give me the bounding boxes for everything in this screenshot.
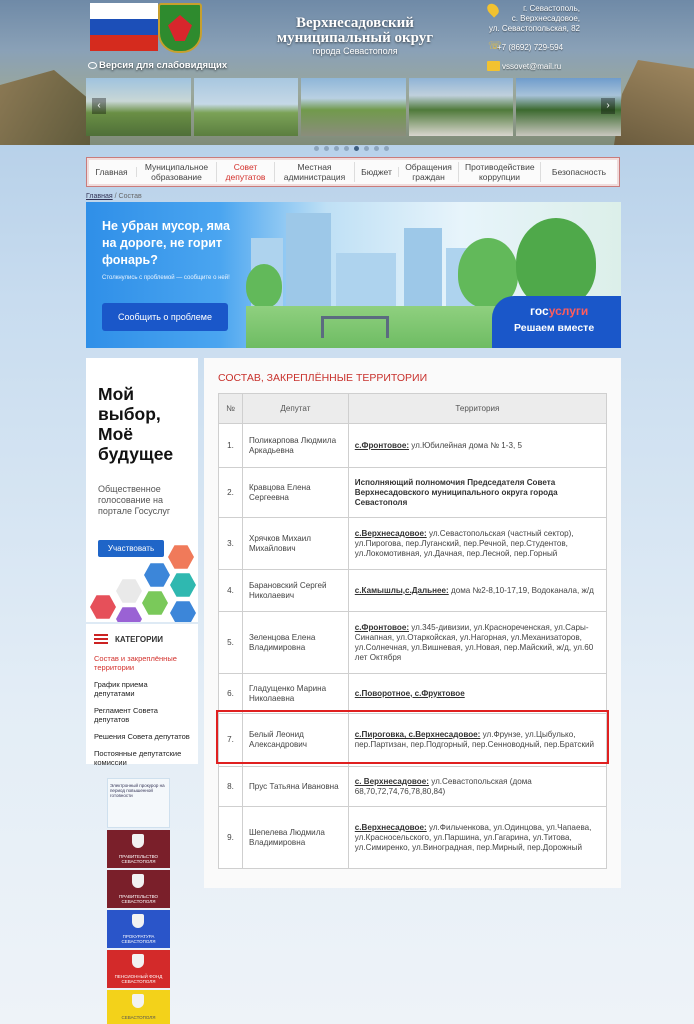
row-number: 6. [219, 674, 243, 714]
deputy-name: Барановский Сергей Николаевич [242, 570, 348, 612]
territory-location-link[interactable]: с.Фронтовое: [354, 440, 410, 450]
email-link[interactable]: vssovet@mail.ru [502, 62, 562, 71]
emblem-icon [132, 914, 144, 928]
row-number: 8. [219, 767, 243, 807]
column-header-deputy: Депутат [242, 394, 348, 424]
breadcrumb-current: Состав [118, 193, 142, 200]
territory-cell [348, 767, 606, 807]
phone-number[interactable]: +7 (8692) 729-594 [497, 43, 564, 52]
vote-title-line: Мой [98, 384, 135, 404]
territory-text: ул.Севастопольская (дома 68,70,72,74,76,78,80,84) [354, 776, 532, 796]
row-number: 2. [219, 468, 243, 518]
gosuslugi-logo [530, 304, 588, 318]
gosuslugi-logo-part2: услуги [548, 304, 589, 318]
breadcrumb-separator: / [114, 193, 117, 200]
site-title-line1: Верхнесадовский [296, 15, 414, 31]
eye-icon [88, 62, 97, 69]
mail-icon [487, 61, 500, 71]
territory-text: ул.345-дивизии, ул.Краснореченская, ул.Сары-Синапная, ул.Отаркойская, ул.Нагорная, ул.Механизаторов, ул.Солнечная, ул.Вишневая, ул.Новая, пер.Майский, ж/д, ул.60 лет Октября [354, 622, 594, 662]
category-item-schedule[interactable]: График приема депутатами [94, 680, 148, 698]
deputy-name: Хрячков Михаил Михайлович [242, 518, 348, 570]
site-header [0, 0, 694, 145]
hex-icon [116, 606, 142, 622]
table-row [219, 674, 607, 714]
territory-location-link[interactable]: с.Верхнесадовое: [354, 528, 427, 538]
slider-dot[interactable] [344, 146, 349, 151]
photo-slider [86, 78, 621, 136]
side-banner-pension-fund[interactable] [107, 950, 170, 988]
page-title: СОСТАВ, ЗАКРЕПЛЁННЫЕ ТЕРРИТОРИИ [218, 372, 428, 384]
hex-icon [142, 590, 168, 616]
table-header-row [219, 394, 607, 424]
vote-title [98, 384, 198, 464]
side-banner-yellow[interactable] [107, 990, 170, 1024]
vote-subtitle: Общественное голосование на портале Госуслуг [98, 484, 171, 516]
territory-cell [348, 424, 606, 468]
row-number: 4. [219, 570, 243, 612]
side-banner-label: ПРОКУРАТУРА СЕВАСТОПОЛЯ [121, 934, 156, 944]
report-problem-button[interactable]: Сообщить о проблеме [102, 303, 228, 331]
breadcrumb [86, 193, 142, 200]
slider-next-button[interactable]: › [601, 98, 615, 114]
participate-button[interactable]: Участвовать [98, 540, 164, 557]
gosuslugi-badge [492, 296, 621, 348]
territory-text: дома №2-8,10-17,19, Водоканала, ж/д [448, 585, 594, 595]
row-number: 7. [219, 714, 243, 767]
bench-icon [321, 316, 389, 338]
nav-item-appeals[interactable]: Обращения граждан [399, 162, 459, 182]
hex-icon [144, 562, 170, 588]
row-number: 9. [219, 807, 243, 869]
hex-icon [168, 544, 194, 570]
slider-dot[interactable] [324, 146, 329, 151]
table-row [219, 807, 607, 869]
deputy-name: Кравцова Елена Сергеевна [242, 468, 348, 518]
category-item-regulations[interactable]: Регламент Совета депутатов [94, 706, 158, 724]
row-highlight-box [216, 710, 609, 764]
slide-image[interactable] [194, 78, 299, 136]
emblem-icon [132, 834, 144, 848]
breadcrumb-home[interactable]: Главная [86, 193, 113, 200]
table-row [219, 767, 607, 807]
nav-item-administration[interactable]: Местная администрация [275, 162, 355, 182]
territory-location-link[interactable]: с.Верхнесадовое: [354, 822, 427, 832]
table-row [219, 518, 607, 570]
nav-item-council[interactable]: Совет депутатов [217, 162, 275, 182]
deputy-name: Белый Леонид Александрович [242, 714, 348, 767]
row-number: 3. [219, 518, 243, 570]
territory-text: ул.Севастопольская (частный сектор), ул.Пирогова, пер.Луганский, пер.Речной, пер.Студентов, ул.Локомотивная, ул.Дачная, пер.Лесной, пер.Горный [354, 528, 574, 558]
table-row [219, 612, 607, 674]
nav-item-anticorruption[interactable]: Противодействие коррупции [459, 162, 541, 182]
accessibility-version-label: Версия для слабовидящих [99, 60, 228, 71]
column-header-territory: Территория [348, 394, 606, 424]
category-item-composition[interactable]: Состав и закреплённые территории [94, 654, 177, 672]
territory-location-link[interactable]: с.Камышлы,с.Дальнее: [354, 585, 449, 595]
slider-prev-button[interactable]: ‹ [92, 98, 106, 114]
category-item-commissions[interactable]: Постоянные депутатские комиссии [94, 749, 182, 767]
address-line: ул. Севастопольская, 82 [488, 24, 580, 33]
side-banner-e-prosecutor[interactable] [107, 778, 170, 828]
territory-location-link[interactable]: с.Пироговка, с.Верхнесадовое: [354, 730, 481, 739]
site-title-line2: муниципальный округ [276, 30, 434, 46]
slider-dot-active[interactable] [354, 146, 359, 151]
coat-of-arms-icon [158, 3, 202, 53]
tree-shape [246, 264, 282, 308]
nav-item-home[interactable]: Главная [87, 167, 137, 177]
table-row [219, 468, 607, 518]
vote-title-line: выбор, [98, 404, 161, 424]
side-banner-label: Электронный прокурор на период повышенной готовности [110, 783, 165, 798]
deputy-name: Гладущенко Марина Николаевна [242, 674, 348, 714]
gosuslugi-banner[interactable] [86, 202, 621, 348]
building-shape [336, 253, 396, 308]
territory-text: ул.Фрунзе, ул.Цыбулько, пер.Партизан, пер.Подгорный, пер.Сенноводный, пер.Братский [354, 730, 595, 749]
nav-item-security[interactable]: Безопасность [551, 167, 607, 177]
header-landscape-left [0, 70, 90, 145]
categories-heading-label: КАТЕГОРИИ [115, 634, 163, 644]
category-item-decisions[interactable]: Решения Совета депутатов [94, 732, 190, 741]
address-line: г. Севастополь, [523, 4, 580, 13]
banner-title: Не убран мусор, яма на дороге, не горит фонарь? [102, 219, 230, 267]
territory-text: ул.Юбилейная дома № 1-3, 5 [409, 440, 522, 450]
building-shape [286, 213, 331, 308]
side-banner-label: СЕВАСТОПОЛЯ [121, 1015, 156, 1020]
territory-cell [348, 612, 606, 674]
categories-heading [94, 634, 190, 644]
categories-panel [86, 624, 198, 767]
banner-subtitle: Столкнулись с проблемой — сообщите о ней! [102, 275, 230, 281]
row-number: 5. [219, 612, 243, 674]
phone-icon: ☏ [488, 40, 502, 52]
territory-cell [348, 807, 606, 869]
vote-widget[interactable] [86, 358, 198, 622]
address-line: с. Верхнесадовое, [511, 14, 580, 23]
table-row [219, 570, 607, 612]
territory-cell [348, 570, 606, 612]
main-navigation [86, 157, 620, 187]
hex-icon [170, 572, 196, 598]
slider-pagination [314, 146, 389, 151]
territory-cell [348, 674, 606, 714]
accessibility-version-link[interactable] [88, 60, 227, 71]
slide-image[interactable] [409, 78, 514, 136]
territory-cell [348, 468, 606, 518]
emblem-icon [132, 994, 144, 1008]
emblem-icon [132, 874, 144, 888]
deputy-name: Поликарпова Людмила Аркадьевна [242, 424, 348, 468]
row-number: 1. [219, 424, 243, 468]
slider-dot[interactable] [384, 146, 389, 151]
tree-shape [516, 218, 596, 308]
territory-text: ул.Фильченкова, ул.Одинцова, ул.Чапаева, ул.Красносельского, ул.Паршина, ул.Гагарина, ул.Титова, ул.Симиренко, ул.Виноградная, пер.Мирный, пер.Дорожный [354, 822, 592, 852]
menu-icon [94, 634, 108, 644]
slide-image[interactable] [301, 78, 406, 136]
gosuslugi-logo-part1: гос [530, 304, 549, 318]
side-banner-prosecutor[interactable] [107, 910, 170, 948]
side-banner-label: ПЕНСИОННЫЙ ФОНД СЕВАСТОПОЛЯ [114, 974, 163, 984]
building-shape [404, 228, 442, 308]
site-title[interactable] [250, 16, 460, 46]
territory-location-link[interactable]: с.Фронтовое: [354, 622, 410, 632]
territory-cell [348, 518, 606, 570]
nav-item-municipality[interactable]: Муниципальное образование [137, 162, 217, 182]
hex-icon [116, 578, 142, 604]
slider-dot[interactable] [374, 146, 379, 151]
side-banner-label: ПРАВИТЕЛЬСТВО СЕВАСТОПОЛЯ [119, 894, 158, 904]
hex-icon [90, 594, 116, 620]
main-content [204, 358, 621, 888]
slider-dot[interactable] [314, 146, 319, 151]
nav-item-budget[interactable]: Бюджет [355, 167, 399, 177]
territory-location-link[interactable]: с.Поворотное, с.Фруктовое [354, 688, 465, 698]
slider-dot[interactable] [364, 146, 369, 151]
header-landscape-right [614, 60, 694, 145]
side-banner-government[interactable] [107, 870, 170, 908]
deputy-name: Зеленцова Елена Владимировна [242, 612, 348, 674]
gosuslugi-tagline: Решаем вместе [514, 322, 595, 334]
territory-role-text: Исполняющий полномочия Председателя Совета Верхнесадовского муниципального округа города Севастополя [354, 477, 558, 507]
hex-icon [170, 600, 196, 622]
address-block [480, 4, 580, 34]
side-banner-label: ПРАВИТЕЛЬСТВО СЕВАСТОПОЛЯ [119, 854, 158, 864]
territory-location-link[interactable]: с. Верхнесадовое: [354, 776, 429, 786]
deputies-table [218, 393, 607, 869]
slider-dot[interactable] [334, 146, 339, 151]
russian-flag-icon [90, 3, 158, 51]
deputy-name: Прус Татьяна Ивановна [242, 767, 348, 807]
deputy-name: Шепелева Людмила Владимировна [242, 807, 348, 869]
table-row [219, 424, 607, 468]
vote-title-line: будущее [98, 444, 174, 464]
emblem-icon [132, 954, 144, 968]
column-header-number: № [219, 394, 243, 424]
site-subtitle: города Севастополя [312, 46, 398, 56]
side-banner-government[interactable] [107, 830, 170, 868]
vote-title-line: Моё [98, 424, 133, 444]
